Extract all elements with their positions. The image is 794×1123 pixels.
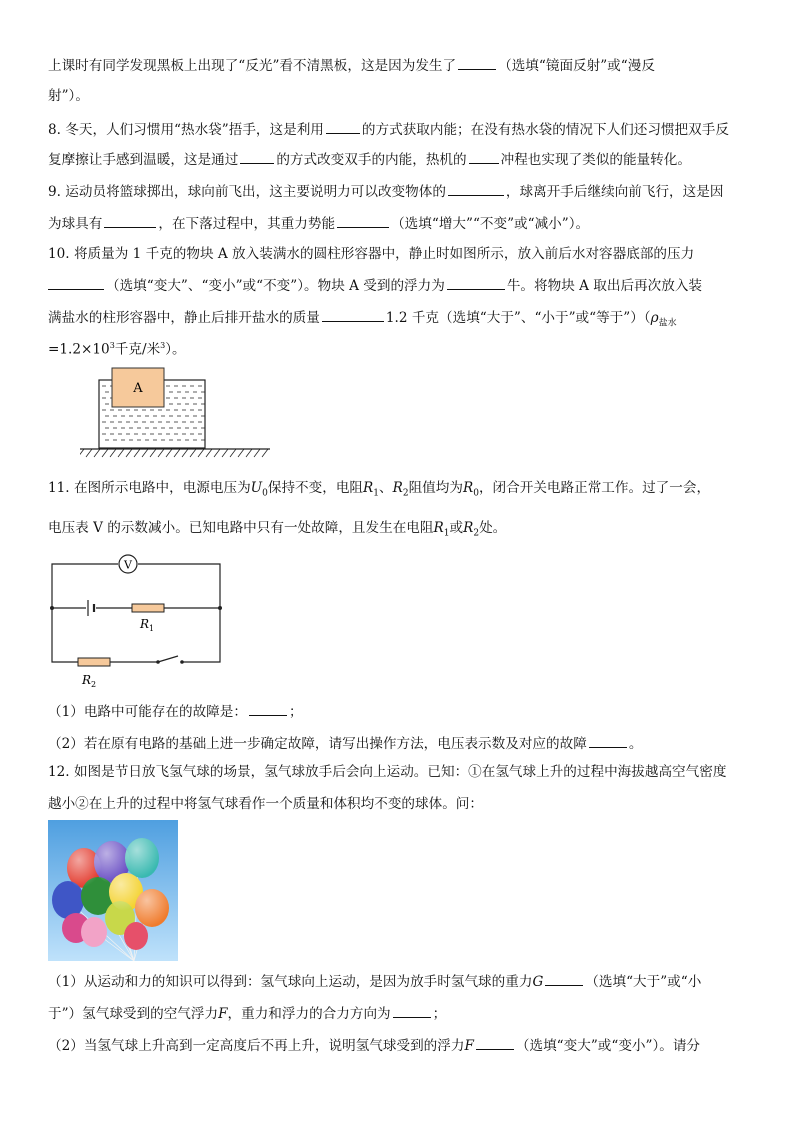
answer-blank[interactable] [48,274,104,290]
hatch-mark [190,449,196,457]
q11-line1: 11. 在图所示电路中，电源电压为$U_0$保持不变，电阻$R_1$、$R_2$阻值均为$R_0$，闭合开关电路正常工作。过了一会， [48,480,711,499]
hatch-mark [80,449,84,457]
q12-line2: 越小②在上升的过程中将氢气球看作一个质量和体积均不变的球体。问： [48,796,483,812]
hatch-mark [102,449,108,457]
switch-pivot [156,660,160,664]
hatch-mark [214,449,220,457]
q12-sub1-line1: （1）从运动和力的知识可以得到：氢气球向上运动，是因为放手时氢气球的重力G （选填“大于”或“小 [48,970,746,990]
q12-sub1-line2: 于”）氢气球受到的空气浮力F，重力和浮力的合力方向为 ； [48,1002,746,1022]
switch-arm [158,656,178,662]
hatch-mark [94,449,100,457]
answer-blank[interactable] [337,212,389,228]
r1-label: $R_1$ [140,617,155,633]
hatch-mark [134,449,140,457]
container-figure [80,364,280,460]
hatch-mark [174,449,180,457]
q7-line2: 射”）。 [48,88,89,104]
hatch-mark [182,449,188,457]
resistor-r1 [132,604,164,612]
q11-sub1: （1）电路中可能存在的故障是： ； [48,700,746,720]
answer-blank[interactable] [326,118,360,134]
answer-blank[interactable] [240,148,274,164]
q10-line2: （选填“变大”、“变小”或“不变”）。物块 A 受到的浮力为 牛。将物块 A 取出后再次放入装 [48,274,746,294]
wire-bottom-right [182,608,220,662]
answer-blank[interactable] [393,1002,431,1018]
q11-sub2: （2）若在原有电路的基础上进一步确定故障，请写出操作方法，电压表示数及对应的故障 。 [48,732,746,752]
q12-line1: 12. 如图是节日放飞氢气球的场景，氢气球放手后会向上运动。已知：①在氢气球上升的过程中海拔越高空气密度 [48,764,727,780]
q10-line1: 10. 将质量为 1 千克的物块 A 放入装满水的圆柱形容器中，静止时如图所示，放入前后水对容器底部的压力 [48,246,695,262]
hatch-mark [126,449,132,457]
resistor-r2 [78,658,110,666]
hatch-mark [110,449,116,457]
hatch-mark [86,449,92,457]
answer-blank[interactable] [545,970,583,986]
hatch-mark [158,449,164,457]
hatch-mark [246,449,252,457]
junction-left [50,606,54,610]
q7-line1: 上课时有同学发现黑板上出现了“反光”看不清黑板，这是因为发生了 （选填“镜面反射”或“漫反 [48,54,746,74]
hatch-mark [118,449,124,457]
answer-blank[interactable] [458,54,496,70]
voltmeter-label: V [124,558,132,572]
hatch-mark [150,449,156,457]
q9-line1: 9. 运动员将篮球掷出，球向前飞出，这主要说明力可以改变物体的 ，球离开手后继续向前飞行，这是因 [48,180,746,200]
q12-sub2: （2）当氢气球上升高到一定高度后不再上升，说明氢气球受到的浮力F （选填“变大”或“变小”）。请分 [48,1034,746,1054]
q11-line2: 电压表 V 的示数减小。已知电路中只有一处故障，且发生在电阻$R_1$或$R_2$处。 [48,520,507,539]
block-a-label: A [133,381,143,396]
hatch-mark [206,449,212,457]
junction-right [218,606,222,610]
answer-blank[interactable] [322,306,384,322]
answer-blank[interactable] [589,732,627,748]
hatch-mark [198,449,204,457]
hatch-mark [230,449,236,457]
hatch-mark [262,449,268,457]
answer-blank[interactable] [448,180,504,196]
hatch-mark [238,449,244,457]
switch-contact [180,660,184,664]
q9-line2: 为球具有 ，在下落过程中，其重力势能 （选填“增大”“不变”或“减小”）。 [48,212,746,232]
r2-label: $R_2$ [82,673,97,689]
answer-blank[interactable] [249,700,287,716]
balloons-photo [48,820,178,961]
hatch-mark [254,449,260,457]
circuit-diagram [44,552,234,692]
hatch-mark [142,449,148,457]
wire-left-top [52,564,118,608]
q8-line1: 8. 冬天，人们习惯用“热水袋”捂手，这是利用 的方式获取内能；在没有热水袋的情况下人们还习惯把双手反 [48,118,746,138]
q8-line2: 复摩擦让手感到温暖，这是通过 的方式改变双手的内能，热机的 冲程也实现了类似的能量转化。 [48,148,746,168]
q10-line3: 满盐水的柱形容器中，静止后排开盐水的质量 1.2 千克（选填“大于”、“小于”或“等于$”)(\rho_{盐水}$ [48,306,746,326]
hatch-mark [166,449,172,457]
answer-blank[interactable] [469,148,499,164]
q10-line4: $=1.2\times 10^3$千克/米$^3$）。 [48,341,186,358]
answer-blank[interactable] [476,1034,514,1050]
answer-blank[interactable] [104,212,156,228]
hatch-mark [222,449,228,457]
answer-blank[interactable] [447,274,505,290]
wire-right-top [138,564,220,608]
ground-hatch [80,449,268,457]
wire-bottom-left [52,608,78,662]
